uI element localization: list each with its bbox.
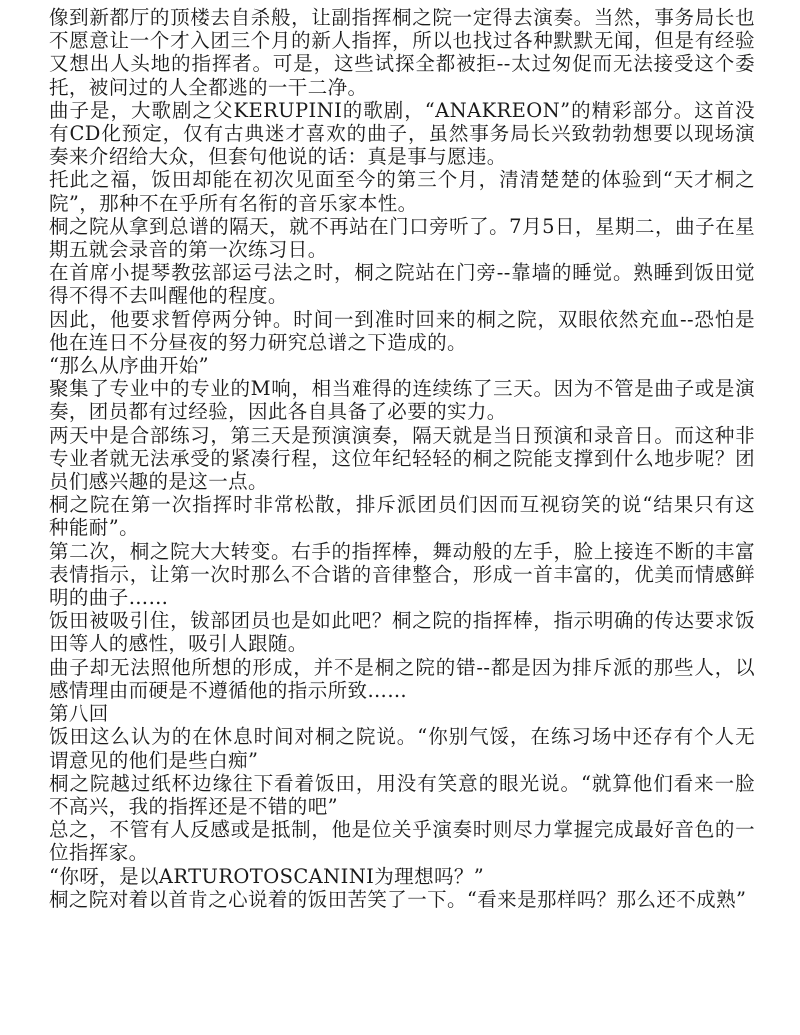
paragraph: 像到新都厅的顶楼去自杀般，让副指挥桐之院一定得去演奏。当然，事务局长也不愿意让一个才入团三个月的新人指挥，所以也找过各种默默无闻，但是有经验又想出人头地的指挥者。可是，这些试探全都被拒--太过匆促而无法接受这个委托，被问过的人全都逃的一干二净。 <box>49 6 755 99</box>
paragraph: 桐之院在第一次指挥时非常松散，排斥派团员们因而互视窃笑的说“结果只有这种能耐”。 <box>49 493 755 540</box>
paragraph: 两天中是合部练习，第三天是预演演奏，隔天就是当日预演和录音日。而这种非专业者就无法承受的紧凑行程，这位年纪轻轻的桐之院能支撑到什么地步呢？团员们感兴趣的是这一点。 <box>49 423 755 494</box>
paragraph: 桐之院越过纸杯边缘往下看着饭田，用没有笑意的眼光说。“就算他们看来一脸不高兴，我的指挥还是不错的吧” <box>49 771 755 818</box>
paragraph: 第二次，桐之院大大转变。右手的指挥棒，舞动般的左手，脸上接连不断的丰富表情指示，让第一次时那么不合谐的音律整合，形成一首丰富的，优美而情感鲜明的曲子…… <box>49 539 755 610</box>
paragraph: 饭田被吸引住，钹部团员也是如此吧？桐之院的指挥棒，指示明确的传达要求饭田等人的感性，吸引人跟随。 <box>49 609 755 656</box>
chapter-heading: 第八回 <box>49 702 109 726</box>
paragraph: 曲子是，大歌剧之父KERUPINI的歌剧，“ANAKREON”的精彩部分。这首没有CD化预定，仅有古典迷才喜欢的曲子，虽然事务局长兴致勃勃想要以现场演奏来介绍给大众，但套句他说的话：真是事与愿违。 <box>49 98 755 169</box>
paragraph: 因此，他要求暂停两分钟。时间一到准时回来的桐之院，双眼依然充血--恐怕是他在连日不分昼夜的努力研究总谱之下造成的。 <box>49 307 755 354</box>
paragraph: 托此之福，饭田却能在初次见面至今的第三个月，清清楚楚的体验到“天才桐之院”，那种不在乎所有名衔的音乐家本性。 <box>49 168 755 215</box>
paragraph: 桐之院对着以首肯之心说着的饭田苦笑了一下。“看来是那样吗？那么还不成熟” <box>49 887 747 911</box>
dialogue-line: “你呀，是以ARTUROTOSCANINI为理想吗？” <box>49 864 485 888</box>
dialogue-line: “那么从序曲开始” <box>49 354 210 378</box>
document-page <box>49 6 755 911</box>
paragraph: 在首席小提琴教弦部运弓法之时，桐之院站在门旁--靠墙的睡觉。熟睡到饭田觉得不得不去叫醒他的程度。 <box>49 261 755 308</box>
paragraph: 总之，不管有人反感或是抵制，他是位关乎演奏时则尽力掌握完成最好音色的一位指挥家。 <box>49 818 755 865</box>
paragraph: 桐之院从拿到总谱的隔天，就不再站在门口旁听了。7月5日，星期二，曲子在星期五就会录音的第一次练习日。 <box>49 214 755 262</box>
paragraph: 聚集了专业中的专业的M响，相当难得的连续练了三天。因为不管是曲子或是演奏，团员都有过经验，因此各自具备了必要的实力。 <box>49 377 755 424</box>
paragraph: 曲子却无法照他所想的形成，并不是桐之院的错--都是因为排斥派的那些人，以感情理由而硬是不遵循他的指示所致…… <box>49 655 755 702</box>
paragraph: 饭田这么认为的在休息时间对桐之院说。“你别气馁，在练习场中还存有个人无谓意见的他们是些白痴” <box>49 725 755 772</box>
